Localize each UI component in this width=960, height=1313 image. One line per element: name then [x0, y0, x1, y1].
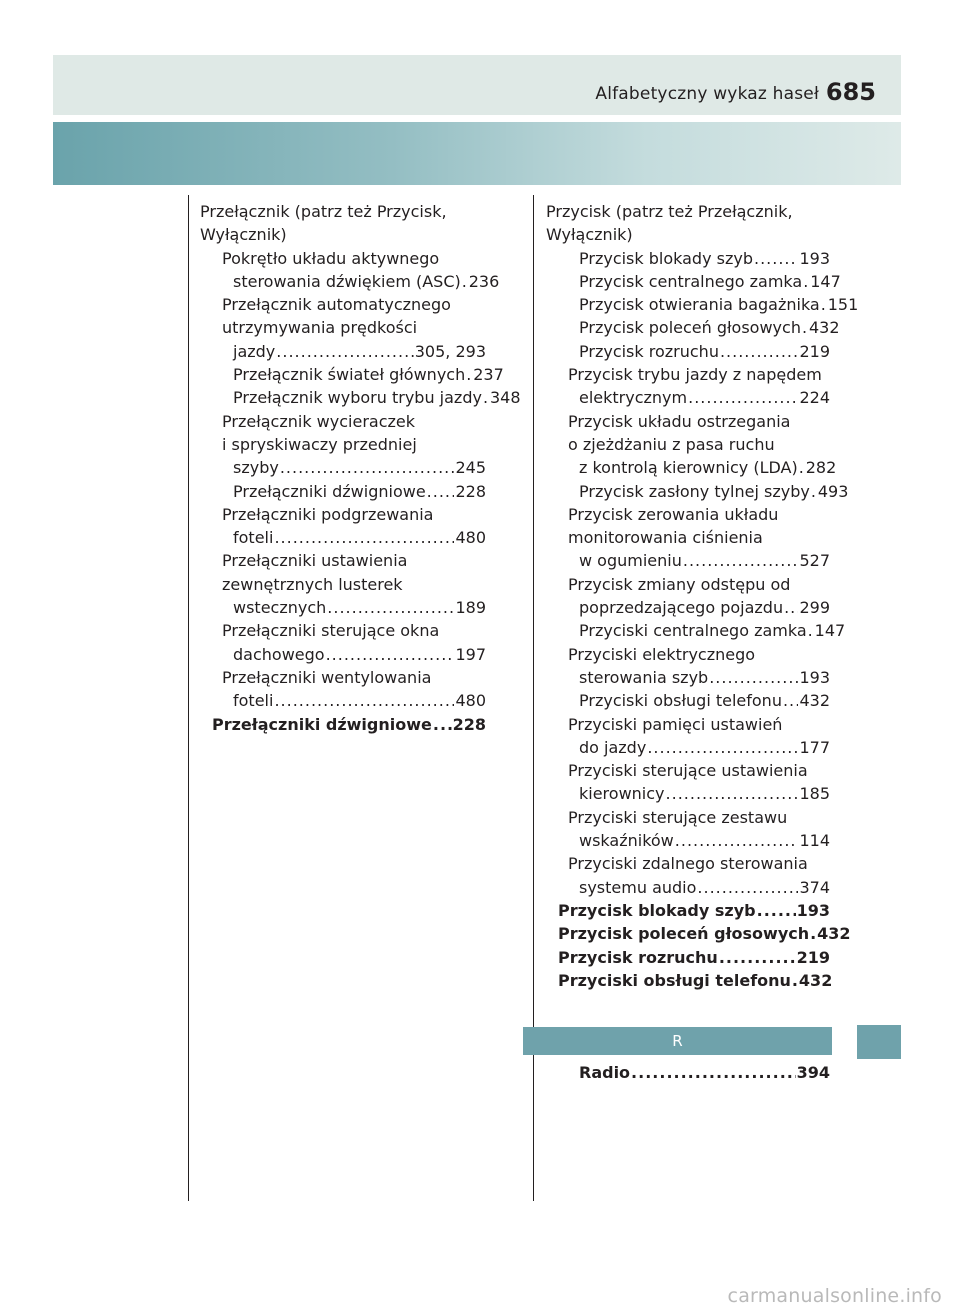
index-page-ref: 147	[814, 621, 846, 641]
index-entry-line	[579, 549, 830, 572]
index-entry	[546, 247, 830, 270]
index-entry	[200, 386, 521, 409]
index-entry-text: Przycisk otwierania bagażnika	[579, 295, 820, 315]
index-entry-text: Przycisk blokady szyb	[579, 248, 753, 268]
index-entry-line	[233, 643, 486, 666]
index-page-ref: 374	[799, 877, 830, 897]
index-entry-line	[233, 363, 504, 386]
index-entry-line	[579, 293, 859, 316]
index-page-ref: 432	[817, 924, 851, 944]
index-entry-text: jazdy	[233, 341, 276, 361]
dot-leader	[274, 689, 454, 712]
index-entry-text: w ogumieniu	[579, 551, 682, 571]
index-page-ref: 151	[827, 295, 859, 315]
index-entry-text: Pokrętło układu aktywnego	[222, 248, 440, 268]
index-entry-text: sterowania szyb	[579, 667, 709, 687]
index-entry-text: poprzedzającego pojazdu	[579, 598, 784, 618]
index-entry-text: Przycisk zasłony tylnej szyby	[579, 481, 810, 501]
dot-leader	[757, 899, 796, 922]
index-entry-text: z kontrolą kierownicy (LDA)	[579, 458, 798, 478]
index-entry-text: Przycisk zerowania układu	[568, 504, 779, 524]
index-entry-line	[558, 969, 833, 992]
index-entry-text: o zjeżdżaniu z pasa ruchu	[568, 434, 775, 454]
decorative-gradient-band	[53, 122, 901, 185]
index-entry-line	[579, 689, 830, 712]
index-page-ref: 189	[455, 598, 486, 618]
index-entry-text: Wyłącznik)	[546, 225, 633, 245]
dot-leader	[802, 316, 808, 339]
index-entry	[546, 316, 840, 339]
index-entry	[546, 759, 830, 806]
index-entry-text: utrzymywania prędkości	[222, 318, 418, 338]
index-entry	[546, 200, 830, 247]
index-page-ref: 147	[810, 271, 841, 291]
index-entry-text: Przycisk centralnego zamka	[579, 271, 803, 291]
index-page-ref: 493	[817, 481, 849, 501]
section-letter: R	[672, 1032, 683, 1050]
index-entry	[546, 969, 833, 992]
index-entry-line	[233, 270, 500, 293]
index-page-ref: 219	[796, 947, 830, 967]
index-entry	[200, 480, 486, 503]
index-entry-text: dachowego	[233, 644, 325, 664]
index-page-ref: 394	[796, 1063, 830, 1082]
index-entry-text: Przycisk układu ostrzegania	[568, 411, 791, 431]
index-entry	[200, 503, 486, 550]
index-entry	[200, 410, 486, 480]
index-page-ref: 228	[452, 714, 486, 734]
index-entry-line	[558, 922, 851, 945]
index-entry-text: Przyciski zdalnego sterowania	[568, 854, 808, 874]
index-entry	[546, 573, 830, 620]
index-entry	[546, 410, 837, 480]
index-entry	[546, 806, 830, 853]
index-entry-line	[233, 340, 486, 363]
dot-leader	[719, 946, 796, 969]
dot-leader	[799, 456, 805, 479]
index-entry	[200, 200, 486, 247]
index-entry-text: Przycisk rozruchu	[579, 341, 719, 361]
index-entry-text: Przyciski obsługi telefonu	[558, 970, 791, 990]
index-entry	[546, 619, 846, 642]
index-entry-text: Radio	[579, 1063, 631, 1082]
index-entry	[200, 713, 486, 736]
index-entry	[546, 340, 830, 363]
index-entry-text: Przyciski obsługi telefonu	[579, 691, 782, 711]
dot-leader	[427, 480, 455, 503]
index-page-ref: 197	[455, 644, 486, 664]
index-entry-text: Przełączniki dźwigniowe	[233, 481, 426, 501]
index-entry	[546, 643, 830, 690]
index-entry-radio	[546, 1061, 830, 1084]
index-entry	[546, 293, 859, 316]
index-page-ref: 299	[799, 598, 830, 618]
index-entry-text: Przycisk poleceń głosowych	[558, 924, 810, 944]
index-column-right	[546, 200, 859, 992]
dot-leader	[466, 363, 472, 386]
index-entry-line	[579, 876, 830, 899]
index-entry-text: Przycisk blokady szyb	[558, 900, 756, 920]
index-page-ref: 480	[455, 528, 486, 548]
index-entry-text: Przełącznik automatycznego	[222, 295, 451, 315]
index-entry-line	[233, 456, 486, 479]
index-entry-text: Przełącznik wyboru trybu jazdy	[233, 388, 482, 408]
index-page-ref: 177	[799, 737, 830, 757]
index-entry	[546, 363, 830, 410]
index-entry	[200, 666, 486, 713]
index-entry-line	[558, 946, 830, 969]
dot-leader	[666, 782, 799, 805]
index-entry-text: Przełączniki ustawienia	[222, 551, 408, 571]
dot-leader	[811, 480, 817, 503]
page-number: 685	[825, 78, 876, 106]
dot-leader	[647, 736, 798, 759]
index-page-ref: 432	[798, 970, 833, 990]
index-entry	[546, 689, 830, 712]
index-entry-text: Przycisk zmiany odstępu od	[568, 574, 791, 594]
index-entry-line	[579, 596, 830, 619]
dot-leader	[720, 340, 799, 363]
section-letter-bar	[523, 1027, 832, 1055]
dot-leader	[326, 643, 455, 666]
dot-leader	[327, 596, 454, 619]
dot-leader	[280, 456, 455, 479]
index-page-ref: 193	[799, 248, 830, 268]
index-page-ref: 245	[455, 458, 486, 478]
index-entry-text: Przełączniki sterujące okna	[222, 621, 440, 641]
dot-leader	[276, 340, 413, 363]
index-page-ref: 185	[799, 784, 830, 804]
index-page-ref: 114	[799, 831, 830, 851]
index-entry	[200, 247, 500, 294]
index-entry-line	[579, 316, 840, 339]
dot-leader	[631, 1061, 796, 1084]
dot-leader	[808, 619, 814, 642]
index-entry-text: i spryskiwaczy przedniej	[222, 434, 417, 454]
index-entry-line	[233, 480, 486, 503]
index-entry-text: Przycisk trybu jazdy z napędem	[568, 365, 822, 385]
index-entry-text: Przyciski elektrycznego	[568, 644, 756, 664]
index-entry-line	[579, 782, 830, 805]
dot-leader	[274, 526, 454, 549]
index-page-ref: 432	[799, 691, 830, 711]
dot-leader	[433, 713, 452, 736]
index-entry-line	[558, 899, 830, 922]
index-entry-line	[579, 247, 830, 270]
index-page-ref: 219	[799, 341, 830, 361]
dot-leader	[688, 386, 798, 409]
index-entry	[546, 852, 830, 899]
index-entry-line	[233, 689, 486, 712]
index-entry-text: Przełącznik wycieraczek	[222, 411, 415, 431]
index-entry-text: Przełączniki podgrzewania	[222, 504, 434, 524]
index-column-left	[200, 200, 521, 736]
index-entry-line	[579, 386, 830, 409]
index-entry-text: Wyłącznik)	[200, 225, 287, 245]
index-entry-text: Przełącznik świateł głównych	[233, 365, 466, 385]
index-page-ref: 527	[799, 551, 830, 571]
dot-leader	[709, 666, 798, 689]
index-entry-text: Przycisk rozruchu	[558, 947, 718, 967]
index-entry	[200, 549, 486, 619]
index-entry-text: zewnętrznych lusterek	[222, 574, 403, 594]
index-entry	[546, 922, 851, 945]
index-page-ref: 193	[796, 900, 830, 920]
index-entry-text: wstecznych	[233, 598, 327, 618]
index-page-ref: 305, 293	[414, 341, 486, 361]
index-entry-line	[233, 596, 486, 619]
index-entry	[546, 946, 830, 969]
index-entry-line	[579, 736, 830, 759]
index-entry-text: wskaźników	[579, 831, 674, 851]
index-entry-text: do jazdy	[579, 737, 647, 757]
index-entry	[200, 363, 504, 386]
index-entry-line	[579, 340, 830, 363]
dot-leader	[697, 876, 798, 899]
index-page-ref: 193	[799, 667, 830, 687]
index-entry-line	[233, 526, 486, 549]
index-entry	[546, 899, 830, 922]
index-entry-text: Przyciski pamięci ustawień	[568, 714, 783, 734]
index-entry-line	[579, 619, 846, 642]
index-entry-text: Przyciski centralnego zamka	[579, 621, 807, 641]
dot-leader	[792, 969, 798, 992]
column-divider-left	[188, 195, 189, 1201]
index-page-ref: 348	[489, 388, 521, 408]
index-entry-text: Przyciski sterujące zestawu	[568, 807, 788, 827]
dot-leader	[754, 247, 798, 270]
index-entry	[546, 503, 830, 573]
index-page-ref: 228	[455, 481, 486, 501]
index-page-ref: 236	[468, 271, 500, 291]
index-entry-text: Przełączniki dźwigniowe	[212, 714, 432, 734]
index-entry-text: systemu audio	[579, 877, 697, 897]
index-entry-text: Przycisk poleceń głosowych	[579, 318, 801, 338]
dot-leader	[483, 386, 489, 409]
dot-leader	[462, 270, 468, 293]
index-entry	[546, 480, 849, 503]
index-entry	[200, 293, 486, 363]
index-entry-text: Przyciski sterujące ustawienia	[568, 761, 808, 781]
index-page-ref: 224	[799, 388, 830, 408]
index-page-ref: 432	[808, 318, 840, 338]
dot-leader	[683, 549, 799, 572]
index-entry-line	[579, 1061, 830, 1084]
index-entry-line	[579, 666, 830, 689]
index-page-ref: 282	[805, 458, 837, 478]
index-entry-text: Przełączniki wentylowania	[222, 667, 432, 687]
index-entry-text: szyby	[233, 458, 279, 478]
dot-leader	[784, 596, 798, 619]
index-entry-line	[212, 713, 486, 736]
index-entry-line	[233, 386, 521, 409]
dot-leader	[803, 270, 809, 293]
dot-leader	[810, 922, 816, 945]
index-entry	[546, 713, 830, 760]
index-entry-text: kierownicy	[579, 784, 665, 804]
dot-leader	[675, 829, 799, 852]
index-entry	[200, 619, 486, 666]
dot-leader	[783, 689, 799, 712]
dot-leader	[821, 293, 827, 316]
index-page-ref: 237	[473, 365, 504, 385]
index-entry	[546, 1061, 830, 1084]
index-page-ref: 480	[455, 691, 486, 711]
index-entry-line	[579, 829, 830, 852]
index-entry-text: foteli	[233, 691, 274, 711]
index-entry	[546, 270, 841, 293]
index-entry-text: sterowania dźwiękiem (ASC)	[233, 271, 461, 291]
side-thumb-tab	[857, 1025, 901, 1059]
page-header-title: Alfabetyczny wykaz haseł	[595, 84, 819, 104]
index-entry-line	[579, 270, 841, 293]
index-entry-text: foteli	[233, 528, 274, 548]
index-entry-text: Przycisk (patrz też Przełącznik,	[546, 202, 793, 221]
index-entry-text: monitorowania ciśnienia	[568, 528, 763, 548]
index-entry-line	[579, 456, 837, 479]
watermark: carmanualsonline.info	[727, 1285, 942, 1307]
index-entry-line	[579, 480, 849, 503]
index-entry-text: Przełącznik (patrz też Przycisk,	[200, 202, 447, 221]
index-entry-text: elektrycznym	[579, 388, 688, 408]
